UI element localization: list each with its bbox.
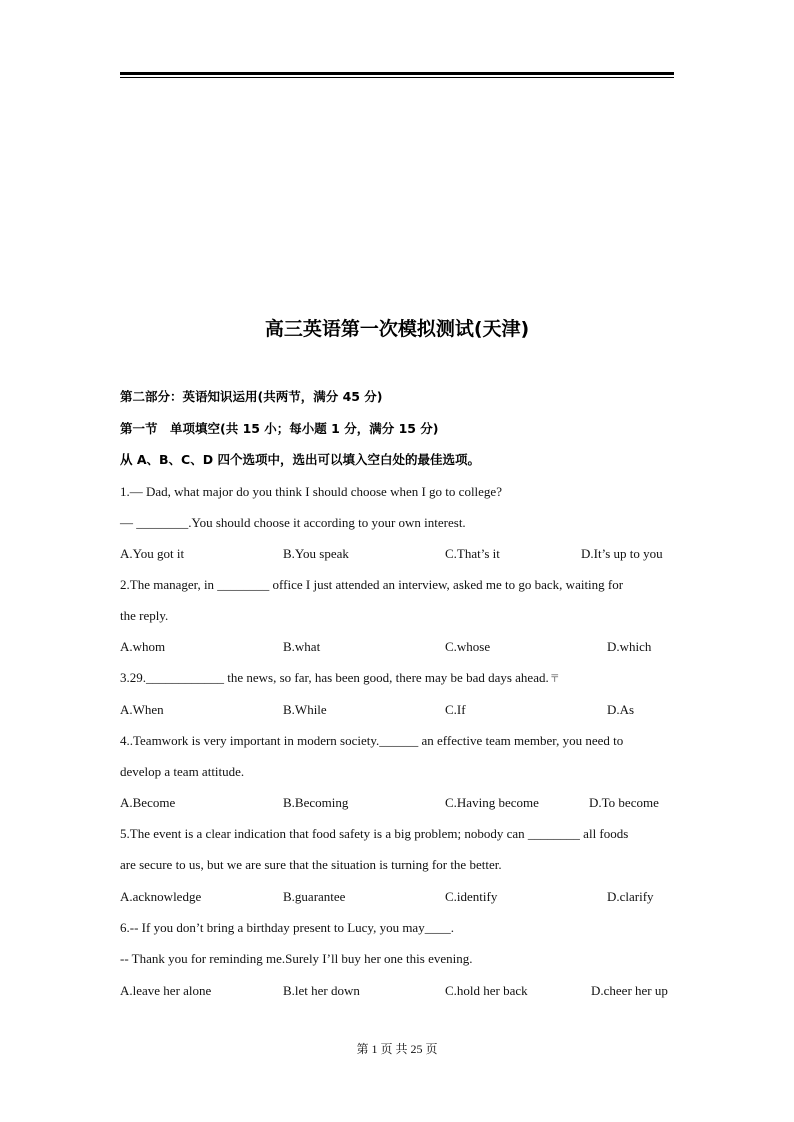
question-1-option-c: C.That’s it	[445, 546, 500, 561]
question-5-line-2: are secure to us, but we are sure that the situation is turning for the better.	[120, 857, 502, 872]
question-3-option-d: D.As	[607, 702, 635, 717]
question-1-line-1: 1.— Dad, what major do you think I should choose when I go to college?	[120, 484, 502, 499]
question-2-option-a: A.whom	[120, 639, 166, 654]
question-6-line-1: 6.-- If you don’t bring a birthday present to Lucy, you may____.	[120, 920, 454, 935]
question-6-option-c: C.hold her back	[445, 983, 528, 998]
document-title: 高三英语第一次模拟测试(天津)	[264, 318, 530, 340]
question-2-line-1: 2.The manager, in ________ office I just attended an interview, asked me to go back, waiting for	[120, 577, 624, 592]
header-rule-thin	[120, 77, 674, 78]
page-footer: 第 1 页 共 25 页	[356, 1042, 438, 1056]
question-4-line-1: 4..Teamwork is very important in modern society.______ an effective team member, you need to	[120, 733, 624, 748]
question-6-option-b: B.let her down	[283, 983, 360, 998]
question-5-option-d: D.clarify	[607, 889, 654, 904]
question-6-option-d: D.cheer her up	[591, 983, 668, 998]
question-4-option-b: B.Becoming	[283, 795, 349, 810]
question-2-option-d: D.which	[607, 639, 652, 654]
question-3-mark: 〒	[549, 674, 560, 685]
question-3-option-b: B.While	[283, 702, 327, 717]
header-rule-thick	[120, 72, 674, 75]
question-4-option-a: A.Become	[120, 795, 176, 810]
question-3-text: 3.29.____________ the news, so far, has been good, there may be bad days ahead.	[120, 670, 549, 685]
question-5-option-a: A.acknowledge	[120, 889, 202, 904]
question-2-option-b: B.what	[283, 639, 321, 654]
question-2-option-c: C.whose	[445, 639, 491, 654]
section-header-subsection: 第一节 单项填空(共 15 小；每小题 1 分，满分 15 分)	[120, 421, 439, 436]
question-2-line-2: the reply.	[120, 608, 169, 623]
question-1-option-a: A.You got it	[120, 546, 185, 561]
question-3-option-c: C.If	[445, 702, 466, 717]
section-instruction: 从 A、B、C、D 四个选项中，选出可以填入空白处的最佳选项。	[120, 452, 480, 467]
question-5-option-c: C.identify	[445, 889, 498, 904]
question-1-option-b: B.You speak	[283, 546, 349, 561]
question-4-option-c: C.Having become	[445, 795, 539, 810]
question-4-option-d: D.To become	[589, 795, 659, 810]
question-6-line-2: -- Thank you for reminding me.Surely I’ll buy her one this evening.	[120, 951, 473, 966]
question-6-option-a: A.leave her alone	[120, 983, 212, 998]
question-1-line-2: — ________.You should choose it according to your own interest.	[120, 515, 466, 530]
question-3-option-a: A.When	[120, 702, 164, 717]
question-1-option-d: D.It’s up to you	[581, 546, 663, 561]
question-5-option-b: B.guarantee	[283, 889, 346, 904]
section-header-part: 第二部分：英语知识运用(共两节，满分 45 分)	[120, 389, 383, 404]
question-4-line-2: develop a team attitude.	[120, 764, 245, 779]
question-5-line-1: 5.The event is a clear indication that food safety is a big problem; nobody can ________ all foods	[120, 826, 629, 841]
question-3-line-1	[120, 668, 680, 690]
